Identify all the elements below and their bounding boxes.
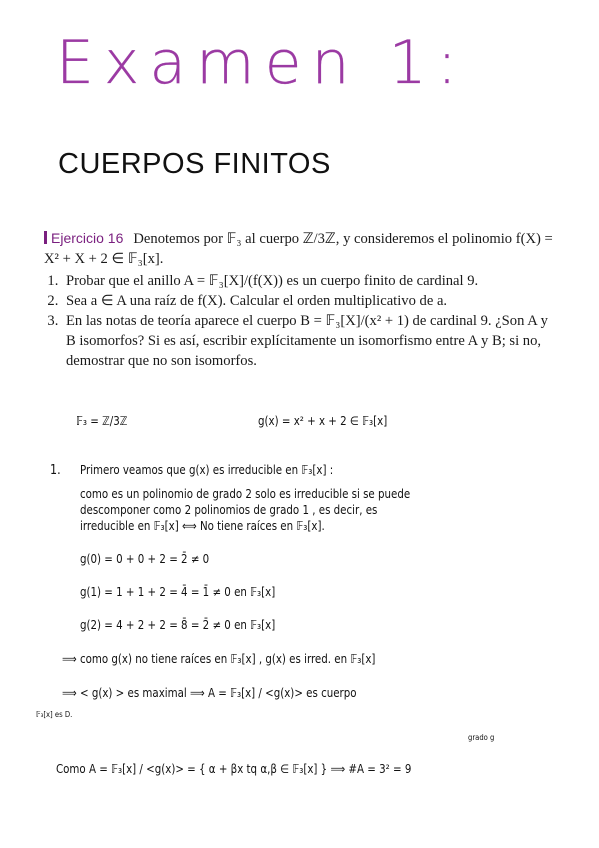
exercise-item-1: 1. Probar que el anillo A = 𝔽₃[X]/(f(X)) es un cuerpo finito de cardinal 9.: [62, 271, 554, 291]
exercise-item-2: 2. Sea a ∈ A una raíz de f(X). Calcular el orden multiplicativo de a.: [62, 291, 554, 311]
note-eval-g2: g(2) = 4 + 2 + 2 = 8̄ = 2̄ ≠ 0 en 𝔽₃[x]: [80, 618, 276, 632]
note-conclusion-maximal: ⟹ < g(x) > es maximal ⟹ A = 𝔽₃[x] / <g(x)> es cuerpo: [62, 686, 357, 700]
note-g-definition: g(x) = x² + x + 2 ∈ 𝔽₃[x]: [258, 414, 388, 428]
note-item-number: 1.: [50, 463, 61, 478]
topic-title: CUERPOS FINITOS: [58, 148, 331, 180]
note-line-p2: como es un polinomio de grado 2 solo es irreducible si se puede: [80, 487, 411, 501]
exercise-items: [44, 271, 554, 371]
note-domain-remark: 𝔽₃[x] es D.: [36, 710, 73, 719]
note-conclusion-irreducible: ⟹ como g(x) no tiene raíces en 𝔽₃[x] , g(x) es irred. en 𝔽₃[x]: [62, 652, 376, 666]
note-eval-g0: g(0) = 0 + 0 + 2 = 2̄ ≠ 0: [80, 552, 210, 566]
note-degree-remark: grado g: [468, 733, 495, 742]
note-line-p1: Primero veamos que g(x) es irreducible en 𝔽₃[x] :: [80, 463, 334, 477]
exercise-intro: Denotemos por 𝔽₃ al cuerpo ℤ/3ℤ, y consideremos el polinomio f(X) = X² + X + 2 ∈ 𝔽₃[x].: [44, 231, 553, 267]
note-f3-definition: 𝔽₃ = ℤ/3ℤ: [76, 414, 128, 428]
exercise-item-3: 3. En las notas de teoría aparece el cuerpo B = 𝔽₃[X]/(x² + 1) de cardinal 9. ¿Son A y B isomorfos? Si es así, escribir explícitamente un isomorfismo entre A y B; si no, demostrar que no son isomorfos.: [62, 311, 554, 371]
exam-title: Examen 1:: [56, 28, 468, 98]
note-cardinal-conclusion: Como A = 𝔽₃[x] / <g(x)> = { α + βx tq α,β ∈ 𝔽₃[x] } ⟹ #A = 3² = 9: [56, 762, 412, 776]
exercise-label: Ejercicio 16: [51, 230, 124, 246]
exercise-marker: [44, 231, 47, 244]
note-eval-g1: g(1) = 1 + 1 + 2 = 4̄ = 1̄ ≠ 0 en 𝔽₃[x]: [80, 585, 276, 599]
note-line-p3: descomponer como 2 polinomios de grado 1 , es decir, es: [80, 503, 378, 517]
note-line-p4: irreducible en 𝔽₃[x] ⟺ No tiene raíces en 𝔽₃[x].: [80, 519, 325, 533]
exercise-block: [44, 228, 554, 371]
